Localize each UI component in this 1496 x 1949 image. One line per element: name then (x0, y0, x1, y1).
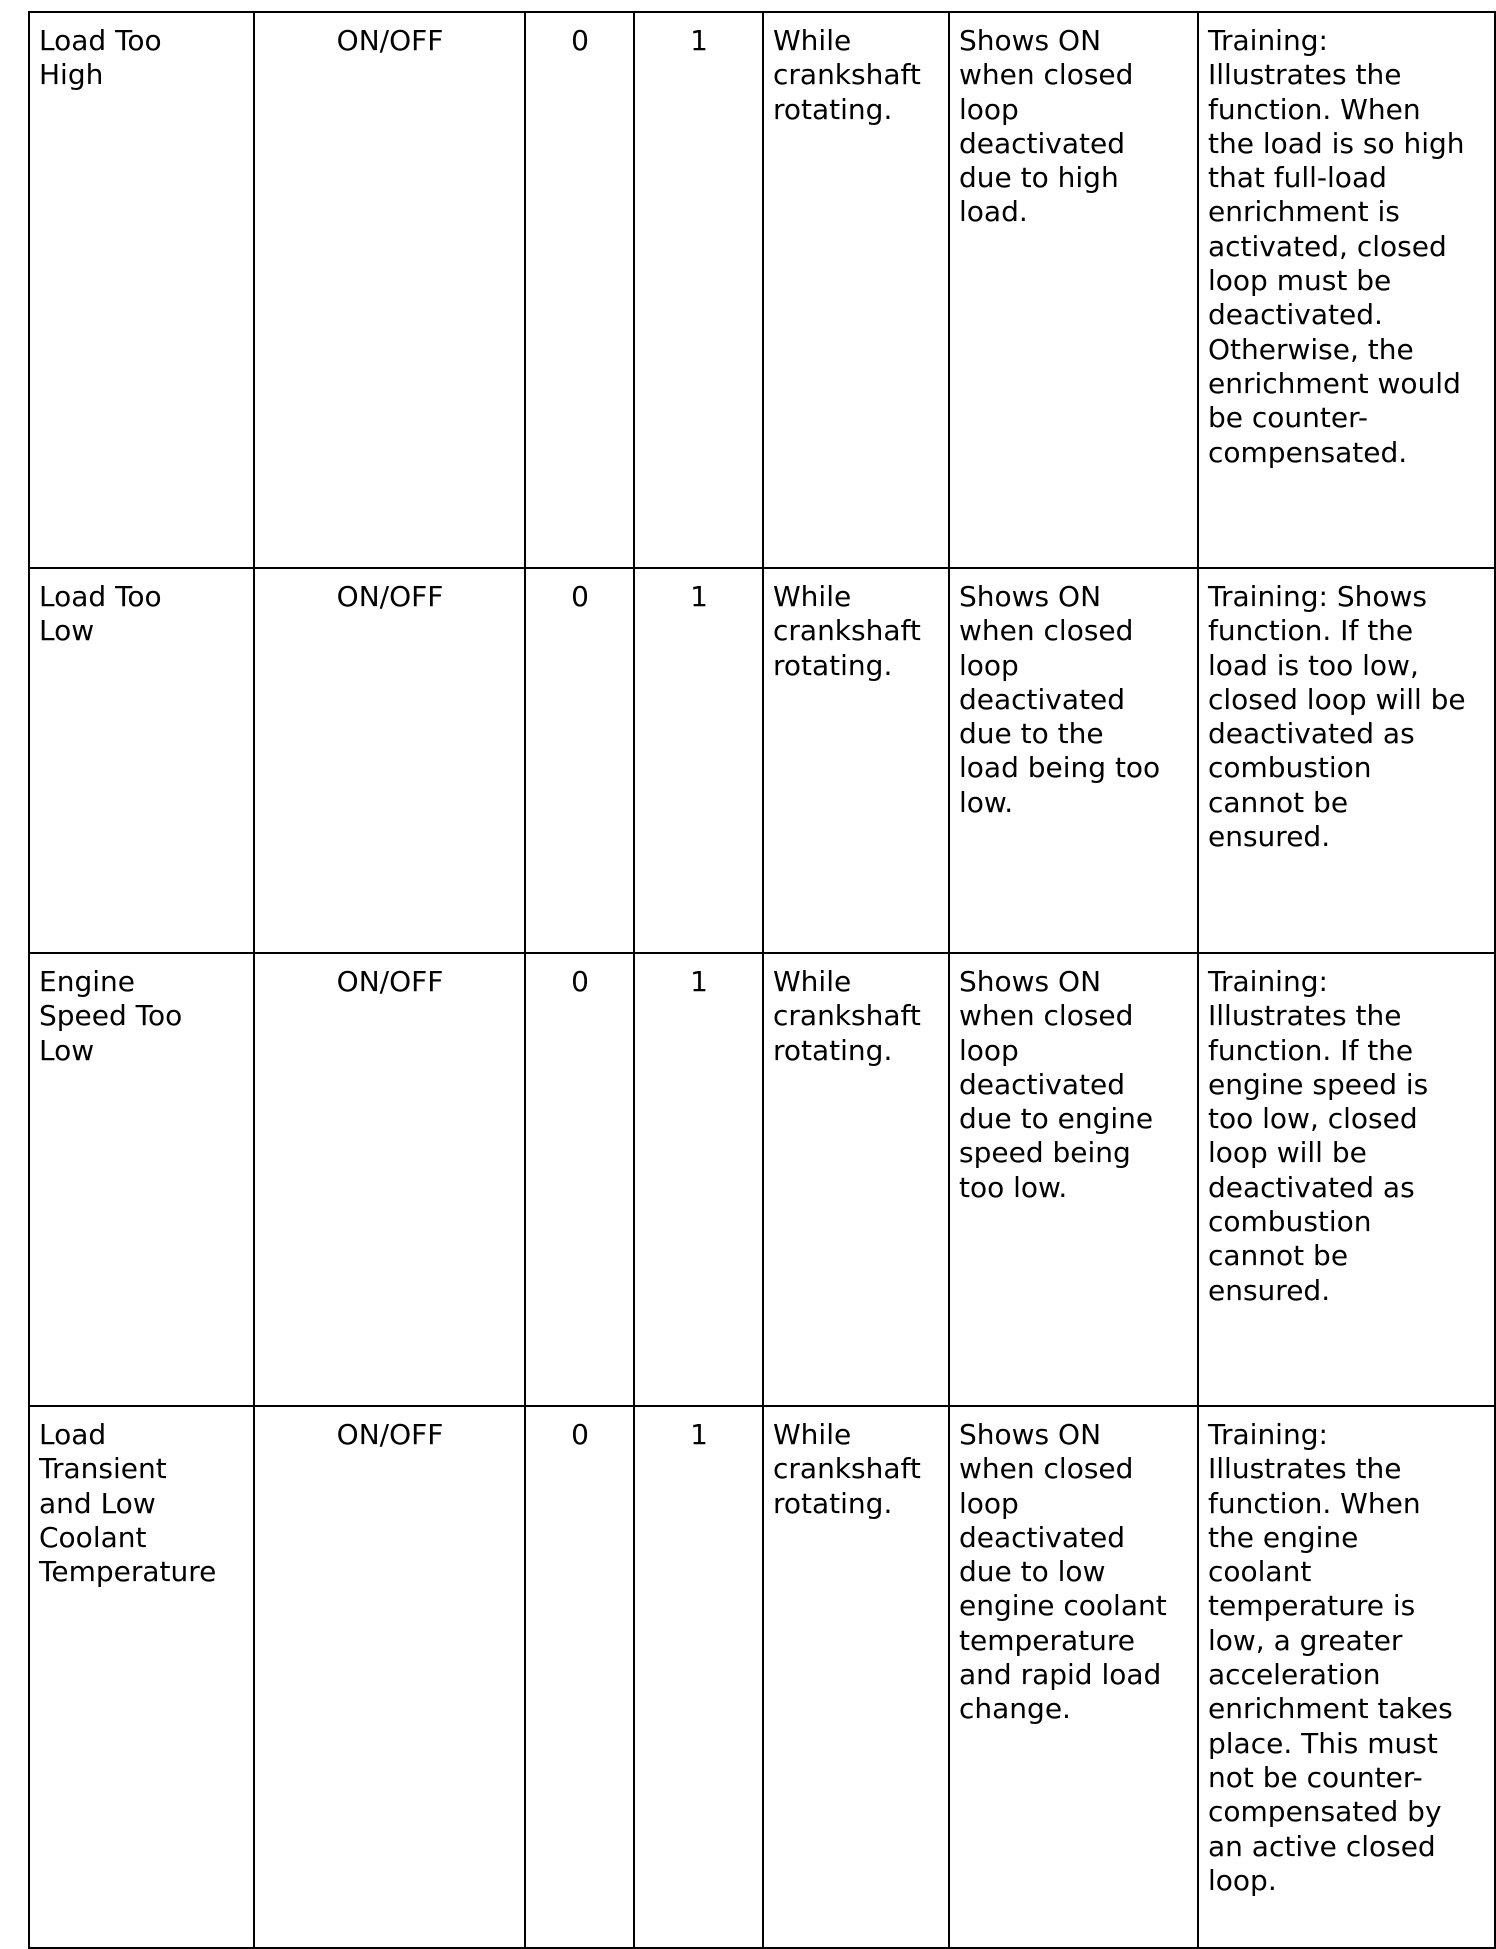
notes-cell: Training: Illustrates the function. When the engine coolant temperature is low, a greater acceleration enrichment takes place. This must not be counter- compensated by an active closed loop. (1198, 1406, 1495, 1948)
parameter-name-cell: Load Too High (29, 12, 254, 568)
value-type-cell: ON/OFF (254, 1406, 525, 1948)
notes-cell: Training: Illustrates the function. When the load is so high that full-load enrichment is activated, closed loop must be deactivated. Otherwise, the enrichment would be counter- compensated. (1198, 12, 1495, 568)
condition-cell: While crankshaft rotating. (763, 953, 949, 1406)
description-cell: Shows ON when closed loop deactivated due to low engine coolant temperature and rapid load change. (949, 1406, 1198, 1948)
value-type-cell: ON/OFF (254, 568, 525, 953)
parameter-name-cell: Engine Speed Too Low (29, 953, 254, 1406)
min-value-cell: 0 (525, 568, 634, 953)
condition-cell: While crankshaft rotating. (763, 568, 949, 953)
max-value-cell: 1 (634, 12, 763, 568)
min-value-cell: 0 (525, 953, 634, 1406)
value-type-cell: ON/OFF (254, 12, 525, 568)
table-row (29, 12, 1495, 568)
value-type-cell: ON/OFF (254, 953, 525, 1406)
min-value-cell: 0 (525, 12, 634, 568)
description-cell: Shows ON when closed loop deactivated due to engine speed being too low. (949, 953, 1198, 1406)
notes-cell: Training: Shows function. If the load is too low, closed loop will be deactivated as combustion cannot be ensured. (1198, 568, 1495, 953)
condition-cell: While crankshaft rotating. (763, 12, 949, 568)
max-value-cell: 1 (634, 568, 763, 953)
table-row (29, 953, 1495, 1406)
max-value-cell: 1 (634, 1406, 763, 1948)
parameter-table (28, 11, 1496, 1949)
parameter-name-cell: Load Too Low (29, 568, 254, 953)
description-cell: Shows ON when closed loop deactivated due to high load. (949, 12, 1198, 568)
description-cell: Shows ON when closed loop deactivated due to the load being too low. (949, 568, 1198, 953)
notes-cell: Training: Illustrates the function. If the engine speed is too low, closed loop will be deactivated as combustion cannot be ensured. (1198, 953, 1495, 1406)
condition-cell: While crankshaft rotating. (763, 1406, 949, 1948)
max-value-cell: 1 (634, 953, 763, 1406)
table-row (29, 1406, 1495, 1948)
min-value-cell: 0 (525, 1406, 634, 1948)
table-row (29, 568, 1495, 953)
parameter-name-cell: Load Transient and Low Coolant Temperature (29, 1406, 254, 1948)
